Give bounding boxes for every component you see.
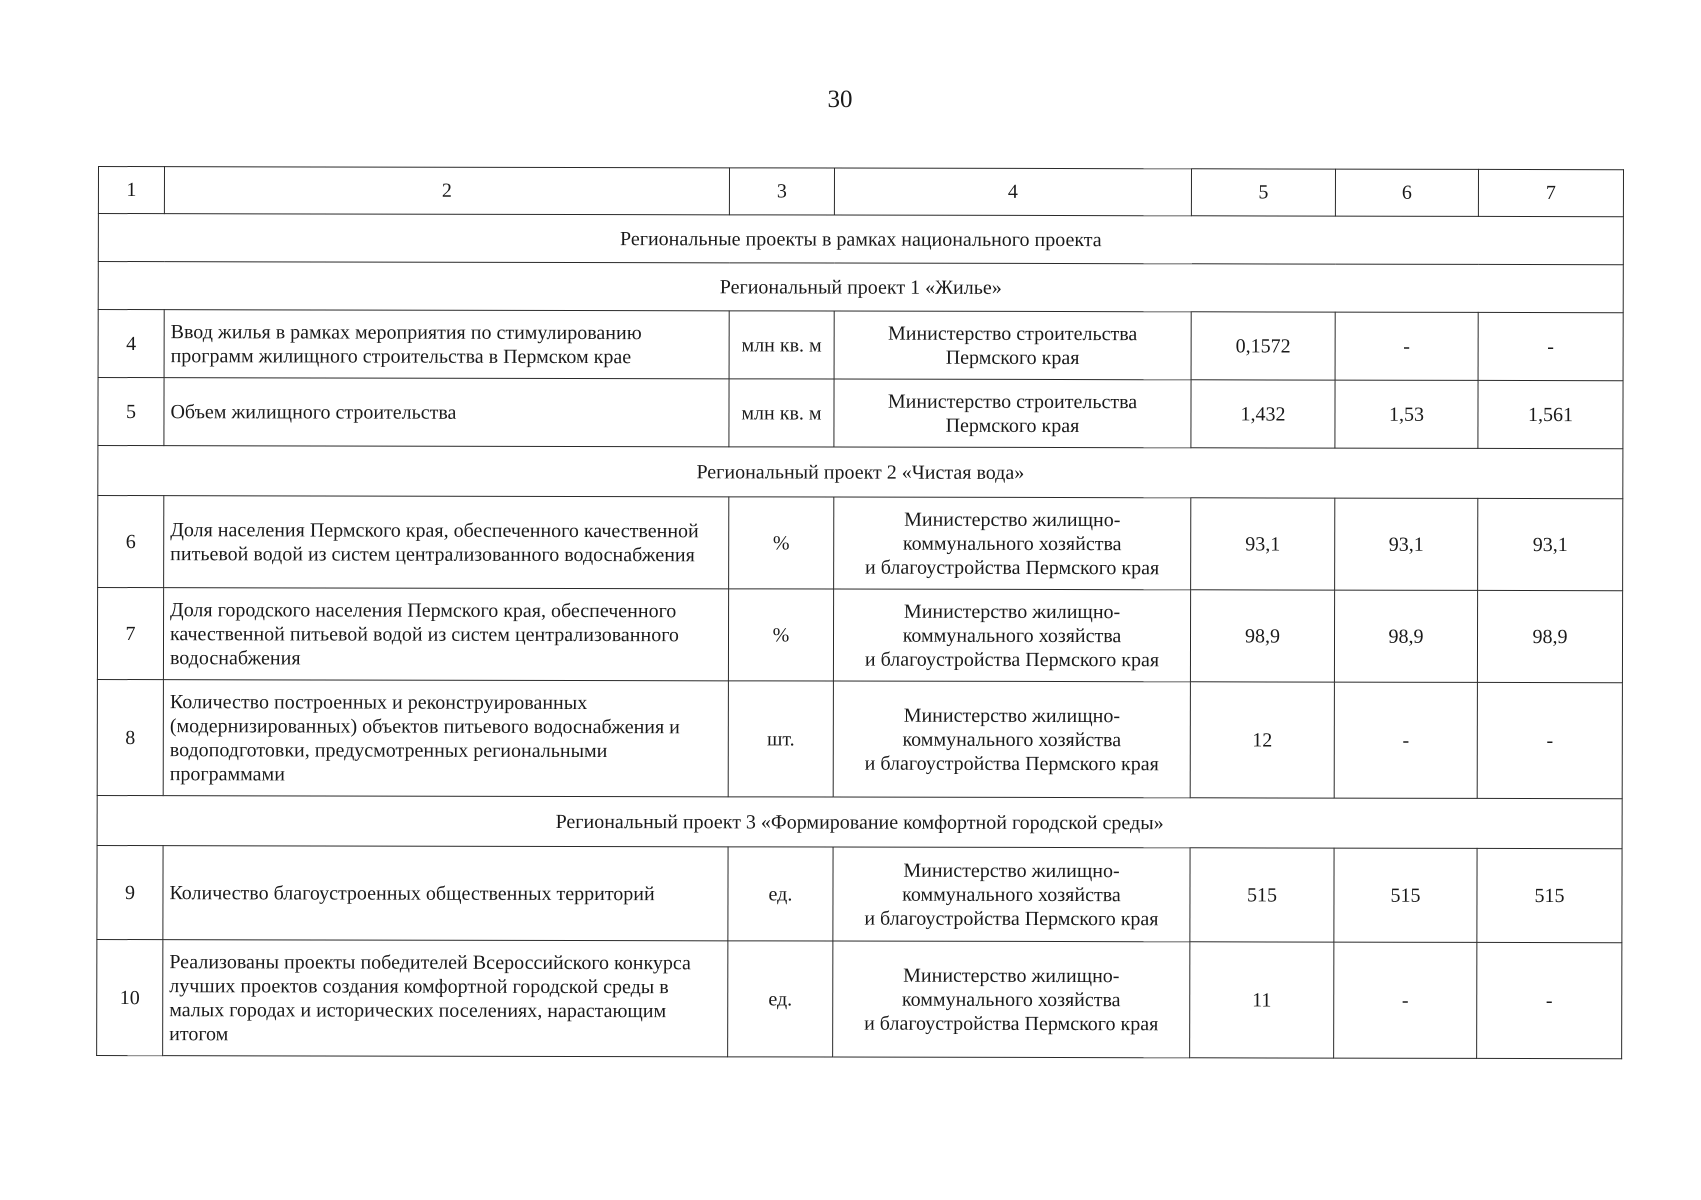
section-row <box>97 795 1622 848</box>
indicator-name: Количество благоустроенных общественных территорий <box>163 846 728 941</box>
table-row <box>98 310 1623 381</box>
section-title: Региональные проекты в рамках национального проекта <box>98 214 1623 265</box>
value-col-7: - <box>1477 682 1622 798</box>
indicators-table <box>96 166 1624 1059</box>
section-title: Региональный проект 2 «Чистая вода» <box>98 446 1623 499</box>
value-col-5: 1,432 <box>1191 380 1335 448</box>
responsible-body <box>834 311 1191 380</box>
responsible-line: и благоустройства Пермского края <box>865 556 1160 579</box>
value-col-6: - <box>1334 682 1477 798</box>
responsible-line: Министерство жилищно- <box>903 859 1120 882</box>
value-col-7: 515 <box>1477 848 1622 942</box>
section-row <box>98 214 1623 265</box>
responsible-line: Министерство жилищно- <box>903 964 1120 987</box>
responsible-line: Министерство жилищно- <box>904 508 1121 531</box>
responsible-body <box>833 681 1190 798</box>
responsible-body <box>833 847 1190 942</box>
value-col-6: 98,9 <box>1334 590 1477 682</box>
responsible-line: и благоустройства Пермского края <box>864 648 1160 671</box>
value-col-6: 93,1 <box>1335 498 1478 590</box>
table-row <box>97 588 1622 683</box>
value-col-7: 98,9 <box>1477 590 1622 682</box>
table-row <box>97 845 1622 942</box>
value-col-6: - <box>1334 942 1477 1058</box>
row-number: 9 <box>97 845 163 939</box>
value-col-5: 515 <box>1190 848 1334 942</box>
unit-of-measure: % <box>728 589 833 681</box>
value-col-7: 93,1 <box>1478 498 1623 590</box>
row-number: 10 <box>97 939 163 1055</box>
value-col-7: 1,561 <box>1478 380 1623 448</box>
value-col-5: 12 <box>1190 682 1334 798</box>
column-number-2: 2 <box>164 167 729 215</box>
value-col-5: 0,1572 <box>1191 312 1335 380</box>
unit-of-measure: ед. <box>728 941 833 1057</box>
indicator-name: Доля населения Пермского края, обеспеченного качественной питьевой водой из систем централизованного водоснабжения <box>164 496 729 589</box>
indicator-name: Доля городского населения Пермского края, обеспеченного качественной питьевой водой из систем централизованного водоснабжения <box>163 588 728 681</box>
responsible-line: коммунального хозяйства <box>902 532 1122 555</box>
column-number-6: 6 <box>1335 169 1478 216</box>
responsible-line: Министерство жилищно- <box>903 600 1121 623</box>
row-number: 8 <box>97 679 163 795</box>
section-title: Региональный проект 3 «Формирование комфортной городской среды» <box>97 795 1622 848</box>
page-number: 30 <box>827 86 853 113</box>
row-number: 5 <box>98 378 164 446</box>
row-number: 7 <box>97 588 163 680</box>
responsible-line: Министерство строительства <box>887 322 1138 345</box>
unit-of-measure: ед. <box>728 847 833 941</box>
section-row <box>98 262 1623 313</box>
unit-of-measure: млн кв. м <box>729 379 834 447</box>
column-number-3: 3 <box>729 168 834 215</box>
value-col-7: - <box>1477 942 1622 1058</box>
responsible-body <box>833 941 1190 1058</box>
section-row <box>98 446 1623 499</box>
value-col-5: 11 <box>1190 942 1334 1058</box>
responsible-line: Пермского края <box>945 414 1080 437</box>
responsible-body <box>833 589 1190 682</box>
row-number: 4 <box>98 310 164 378</box>
table-row <box>97 679 1622 798</box>
row-number: 6 <box>98 496 164 588</box>
value-col-6: 515 <box>1334 848 1477 942</box>
responsible-line: и благоустройства Пермского края <box>864 752 1159 775</box>
responsible-line: Министерство строительства <box>887 390 1138 413</box>
responsible-line: и благоустройства Пермского края <box>864 1012 1159 1035</box>
column-number-7: 7 <box>1478 169 1623 216</box>
column-number-4: 4 <box>834 168 1191 216</box>
indicator-name: Реализованы проекты победителей Всероссийского конкурса лучших проектов создания комфортной городской среды в малых городах и исторических поселениях, нарастающим итогом <box>163 940 728 1057</box>
responsible-line: коммунального хозяйства <box>902 883 1121 906</box>
responsible-body <box>834 379 1191 448</box>
responsible-line: коммунального хозяйства <box>902 728 1122 751</box>
unit-of-measure: шт. <box>728 681 833 797</box>
responsible-line: коммунального хозяйства <box>902 624 1122 647</box>
responsible-line: и благоустройства Пермского края <box>864 907 1159 930</box>
indicator-name: Ввод жилья в рамках мероприятия по стимулированию программ жилищного строительства в Пермском крае <box>164 310 729 379</box>
table-row <box>98 378 1623 449</box>
indicator-name: Количество построенных и реконструированных (модернизированных) объектов питьевого водоснабжения и водоподготовки, предусмотренных региональными программами <box>163 680 728 797</box>
column-number-1: 1 <box>98 167 164 214</box>
table-row <box>97 939 1622 1058</box>
value-col-5: 93,1 <box>1191 498 1335 590</box>
section-title: Региональный проект 1 «Жилье» <box>98 262 1623 313</box>
value-col-6: - <box>1335 312 1478 380</box>
column-number-row <box>98 167 1623 217</box>
responsible-line: коммунального хозяйства <box>901 988 1121 1011</box>
indicator-name: Объем жилищного строительства <box>164 378 729 447</box>
responsible-line: Министерство жилищно- <box>903 704 1121 727</box>
responsible-line: Пермского края <box>945 346 1080 369</box>
value-col-6: 1,53 <box>1335 380 1478 448</box>
unit-of-measure: млн кв. м <box>729 311 834 379</box>
responsible-body <box>834 497 1191 590</box>
table-row <box>98 496 1623 591</box>
value-col-5: 98,9 <box>1190 590 1334 682</box>
column-number-5: 5 <box>1191 169 1335 216</box>
value-col-7: - <box>1478 312 1623 380</box>
unit-of-measure: % <box>729 497 834 589</box>
